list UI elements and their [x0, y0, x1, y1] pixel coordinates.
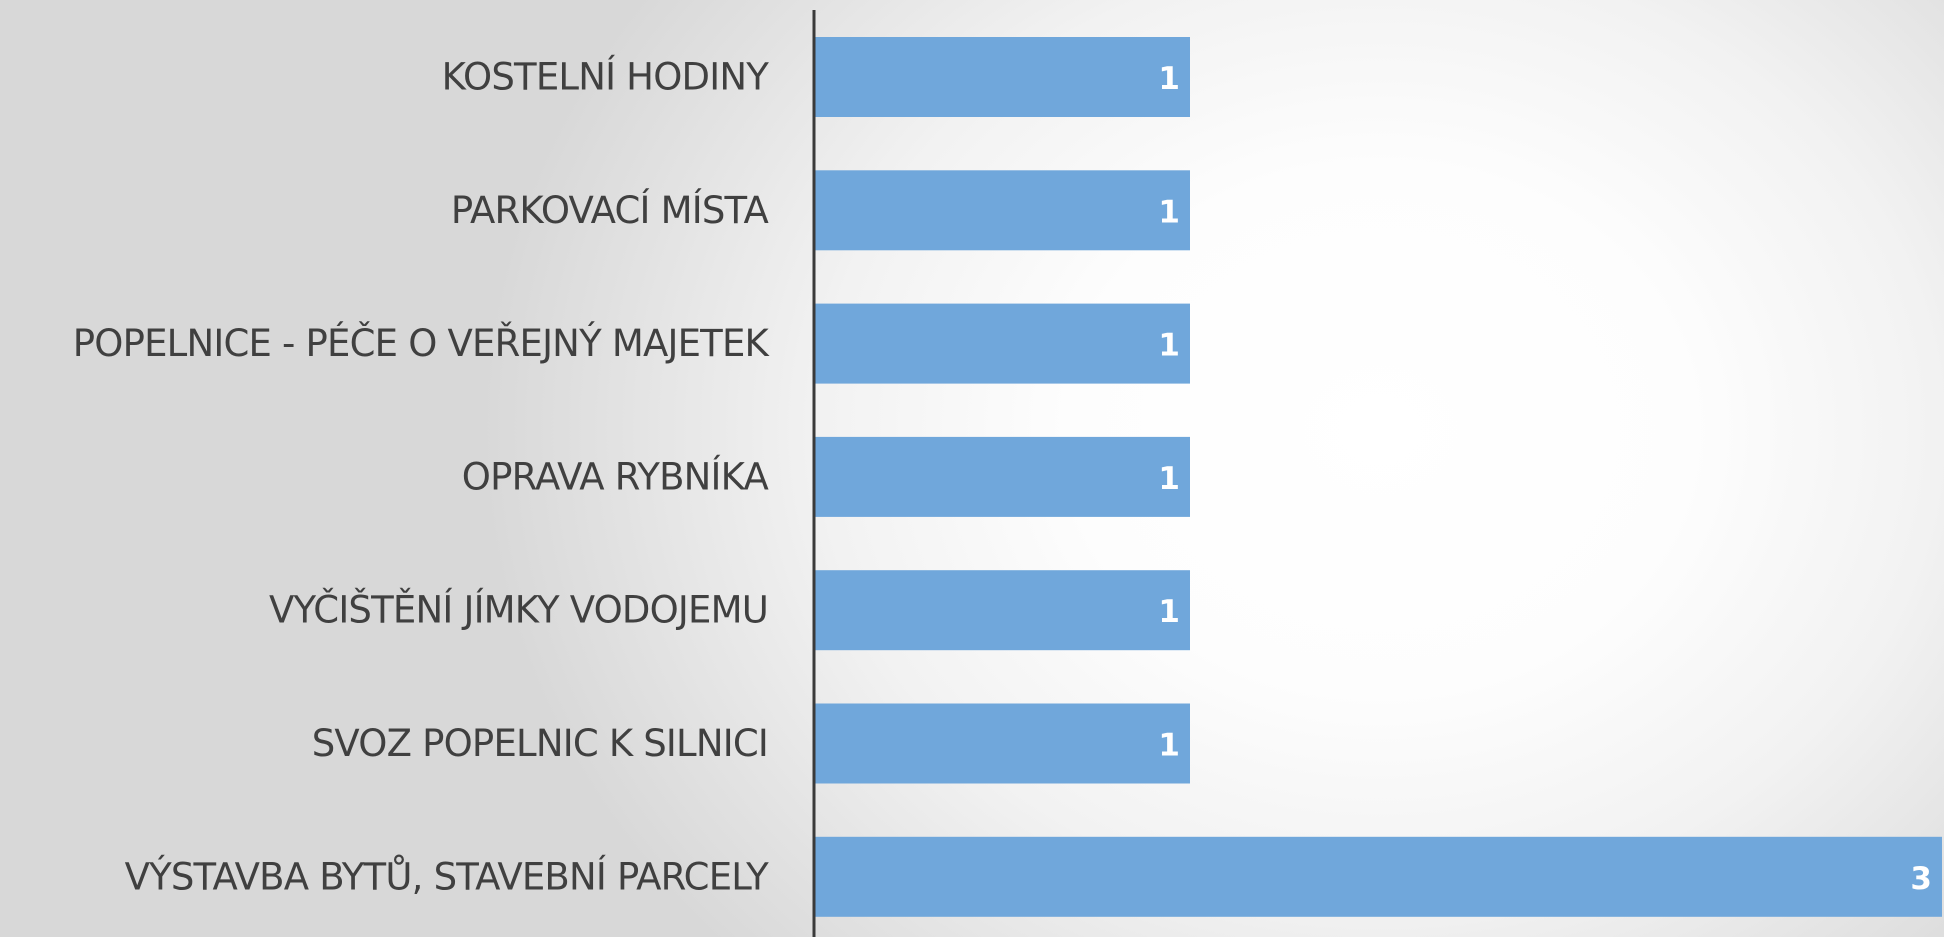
data-labels	[1158, 61, 1932, 897]
bar-3	[814, 304, 1190, 384]
data-label-3: 1	[1158, 327, 1180, 364]
data-label-1: 1	[1158, 61, 1180, 97]
data-label-6: 1	[1158, 727, 1180, 764]
category-label-1: KOSTELNÍ HODINY	[441, 55, 768, 99]
bar-1	[814, 37, 1190, 117]
bar-4	[814, 437, 1190, 517]
bar-2	[814, 170, 1190, 250]
category-label-5: VYČIŠTĚNÍ JÍMKY VODOJEMU	[269, 588, 768, 632]
bar-7	[814, 837, 1942, 917]
category-label-4: OPRAVA RYBNÍKA	[461, 455, 768, 499]
bars	[814, 37, 1942, 917]
category-label-6: SVOZ POPELNIC K SILNICI	[311, 722, 768, 765]
data-label-5: 1	[1158, 594, 1180, 631]
category-label-2: PARKOVACÍ MÍSTA	[450, 188, 768, 232]
bar-5	[814, 570, 1190, 650]
category-label-7: VÝSTAVBA BYTŮ, STAVEBNÍ PARCELY	[124, 855, 768, 899]
category-label-3: POPELNICE - PÉČE O VEŘEJNÝ MAJETEK	[72, 322, 768, 366]
data-label-2: 1	[1158, 194, 1180, 231]
data-label-7: 3	[1910, 860, 1932, 897]
data-label-4: 1	[1158, 460, 1180, 497]
category-labels	[73, 55, 771, 899]
bar-6	[814, 704, 1190, 784]
